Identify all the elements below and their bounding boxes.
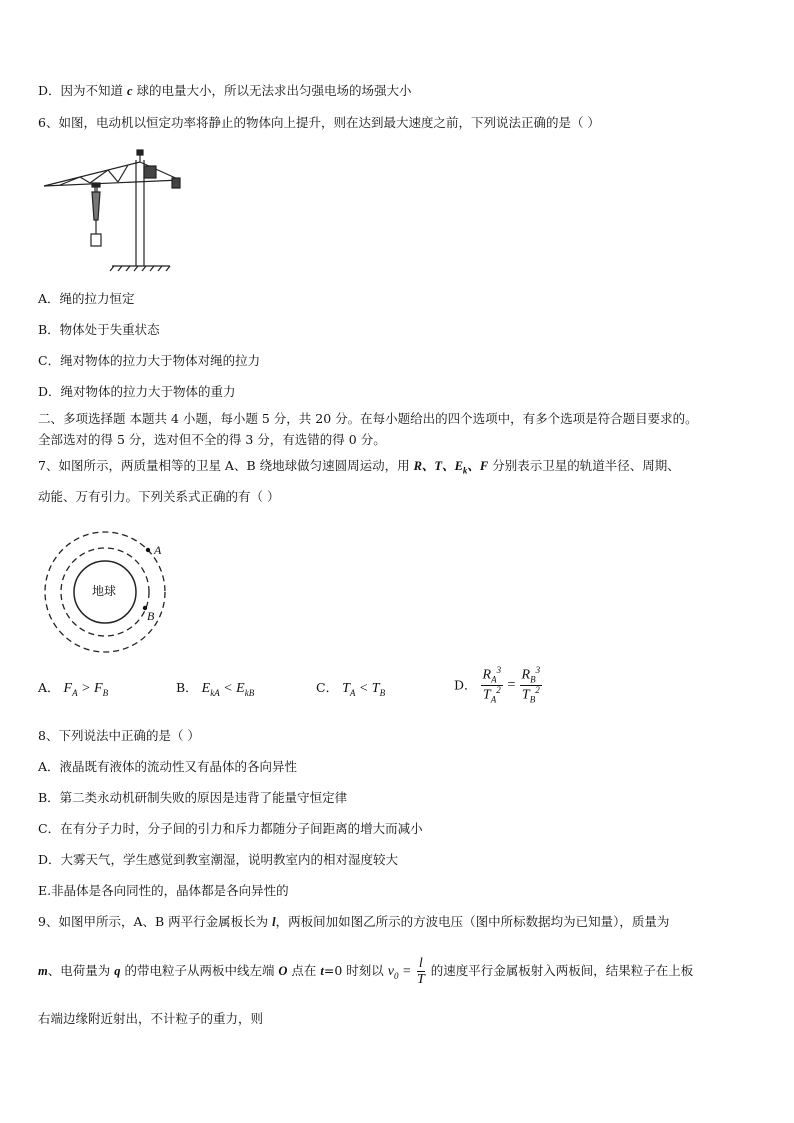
q9-line2-text-d: =0 时刻以: [323, 963, 388, 979]
q9-line3: 右端边缘附近射出，不计粒子的重力，则: [38, 1011, 264, 1026]
q7-option-b-formula: $E_{kA} < E_{kB}$: [201, 681, 255, 698]
q8-option-a: A．液晶既有液体的流动性又有晶体的各向异性: [38, 759, 298, 774]
crane-figure: [40, 148, 190, 272]
q7-option-d-label: D．: [454, 677, 477, 693]
q8-option-b: B．第二类永动机研制失败的原因是违背了能量守恒定律: [38, 790, 348, 805]
q7-stem-text-1: 7、如图所示，两质量相等的卫星 A、B 绕地球做匀速圆周运动，用: [38, 458, 414, 473]
q6-stem: 6、如图，电动机以恒定功率将静止的物体向上提升，则在达到最大速度之前，下列说法正确的是（ ）: [38, 115, 600, 130]
q7-option-c: [316, 679, 385, 700]
q7-option-b: [176, 679, 254, 700]
q9-line2-text-a: 、电荷量为: [47, 963, 115, 979]
q7-stem-f: 、F: [467, 459, 489, 473]
q7-option-a-label: A．: [38, 680, 60, 695]
q7-option-a: [38, 679, 108, 700]
satellite-b-label: B: [147, 609, 155, 623]
q7-option-c-label: C．: [316, 680, 339, 695]
q6-option-a: A．绳的拉力恒定: [38, 291, 135, 306]
q8-stem: 8、下列说法中正确的是（ ）: [38, 728, 200, 743]
q8-option-c: C．在有分子力时，分子间的引力和斥力都随分子间距离的增大而减小: [38, 821, 423, 836]
q9-line2: [38, 956, 693, 988]
q9-var-o: O: [278, 964, 288, 979]
q5-option-d-text-1: D．因为不知道: [38, 83, 127, 98]
q9-line1: [38, 913, 669, 931]
q9-var-t: t: [320, 964, 324, 979]
orbit-figure: [44, 530, 168, 654]
q7-stem-sub: k: [462, 465, 468, 476]
q7-option-d-formula: $\frac{R_A^3}{T_A^2}$ = $\frac{R_B^3}{T_B^2}$: [482, 665, 541, 705]
q5-option-d-text-2: 球的电量大小，所以无法求出匀强电场的场强大小: [132, 83, 412, 98]
q9-line1-text-1: 9、如图甲所示，A、B 两平行金属板长为: [38, 914, 273, 929]
q8-option-d: D．大雾天气，学生感觉到教室潮湿，说明教室内的相对湿度较大: [38, 852, 399, 867]
q7-option-c-formula: $T_A < T_B$: [342, 681, 386, 698]
q9-var-q: q: [114, 964, 121, 979]
q9-line2-text-b: 的带电粒子从两板中线左端: [120, 963, 279, 979]
satellite-a-label: A: [154, 543, 162, 557]
section2-line1: 二、多项选择题 本题共 4 小题，每小题 5 分，共 20 分。在每小题给出的四个选项中，有多个选项是符合题目要求的。: [38, 411, 698, 426]
q7-option-d: [454, 666, 542, 706]
q6-option-d: D．绳对物体的拉力大于物体的重力: [38, 384, 236, 399]
q9-line1-var: l: [272, 915, 276, 929]
q6-option-b: B．物体处于失重状态: [38, 322, 160, 337]
q7-stem-vars: R、T、E: [413, 459, 463, 473]
q7-option-a-formula: $F_A > F_B$: [63, 681, 109, 698]
q5-option-d-var: c: [127, 84, 133, 98]
q9-line2-text-c: 点在: [287, 963, 321, 979]
earth-label: 地球: [92, 584, 117, 598]
q6-option-c: C．绳对物体的拉力大于物体对绳的拉力: [38, 353, 261, 368]
q8-option-e: E.非晶体是各向同性的，晶体都是各向异性的: [38, 883, 289, 898]
q9-var-m: m: [38, 964, 48, 979]
q7-stem-line1: [38, 457, 680, 478]
q9-line2-text-e: 的速度平行金属板射入两板间，结果粒子在上板: [426, 963, 694, 979]
q7-option-b-label: B．: [176, 680, 198, 695]
q9-line1-text-2: ，两板间加如图乙所示的方波电压（图中所标数据均为已知量），质量为: [275, 914, 670, 929]
q7-stem-line2: 动能、万有引力。下列关系式正确的有（ ）: [38, 489, 280, 504]
q5-option-d: [38, 82, 412, 100]
section2-line2: 全部选对的得 5 分，选对但不全的得 3 分，有选错的得 0 分。: [38, 432, 386, 447]
q7-stem-text-2: 分别表示卫星的轨道半径、周期、: [488, 458, 680, 473]
q9-velocity-formula: $v_0$ = $\frac{l}{T}$: [387, 956, 425, 988]
